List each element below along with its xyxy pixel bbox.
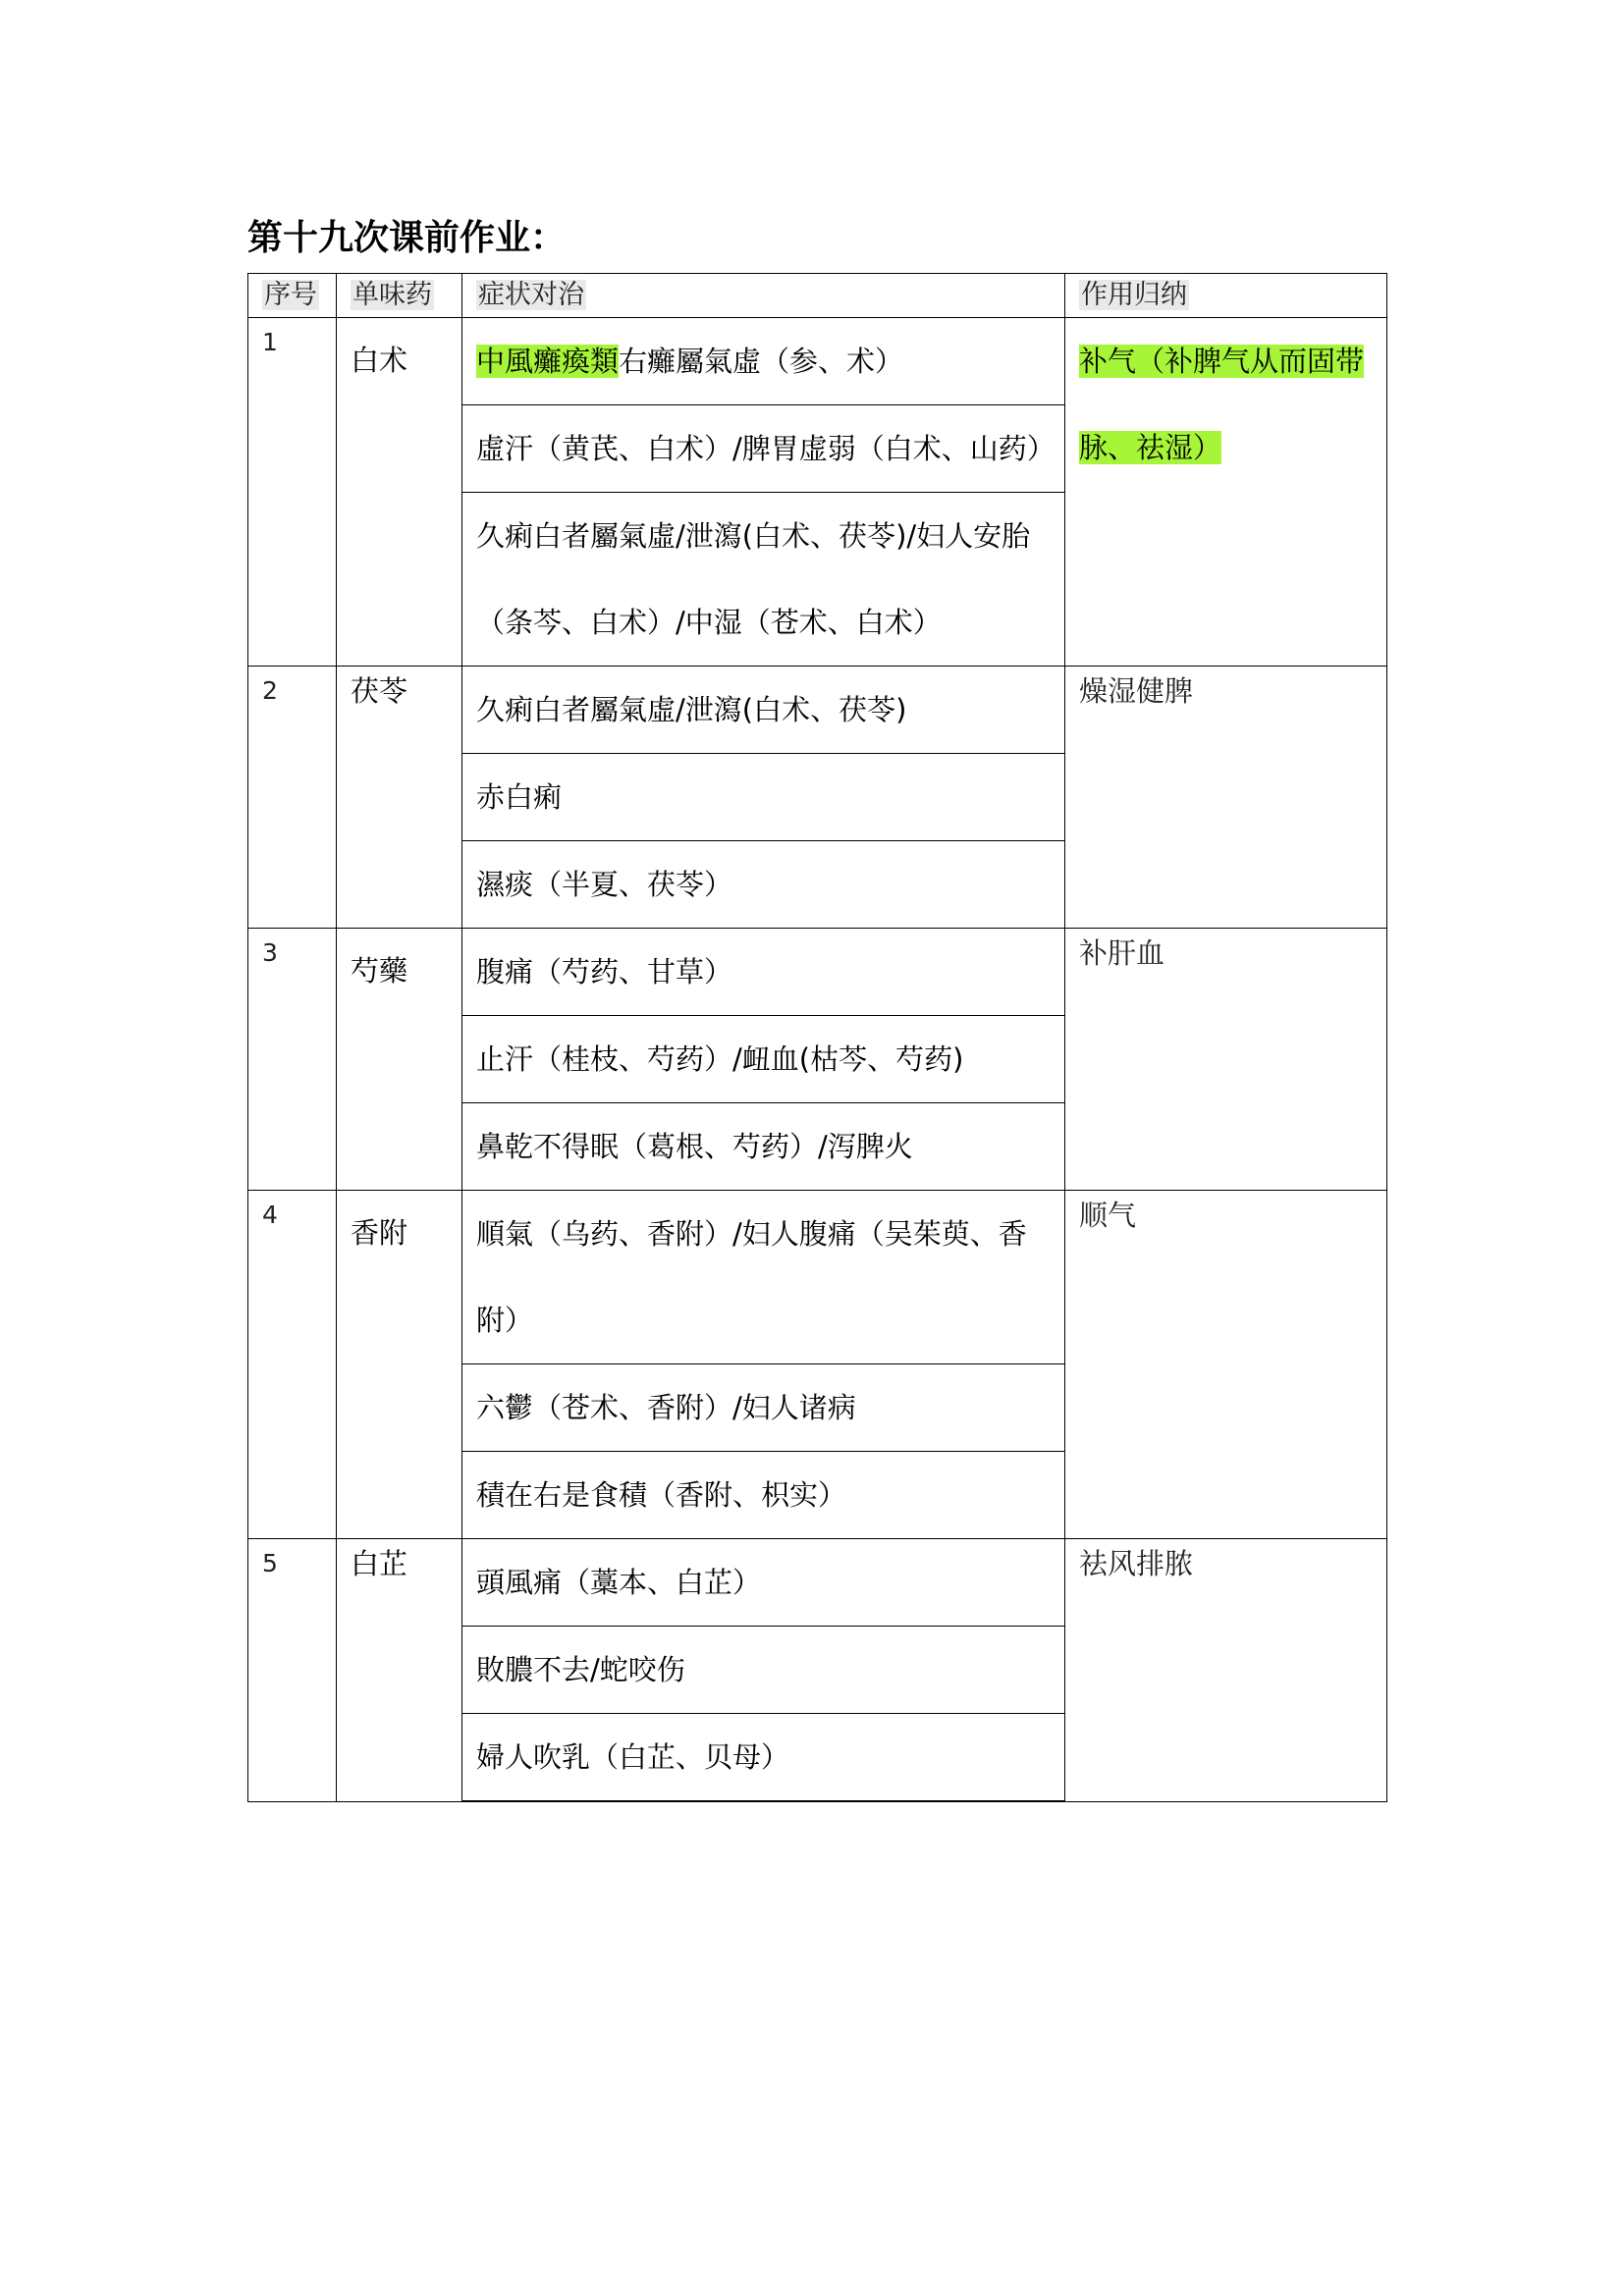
symptom-cell: 婦人吹乳（白芷、贝母） [462,1714,1065,1802]
drug-name: 茯苓 [337,667,462,929]
table-row [248,667,1387,754]
symptom-cell: 鼻乾不得眠（葛根、芍药）/泻脾火 [462,1103,1065,1191]
table-row [248,1191,1387,1364]
table-header-row [248,274,1387,318]
drug-name: 香附 [337,1191,462,1539]
symptom-cell: 虛汗（黄芪、白术）/脾胃虚弱（白术、山药） [462,405,1065,493]
drug-name: 芍藥 [337,929,462,1191]
symptom-highlight: 中風癱瘓類 [476,345,620,378]
symptom-cell: 久痢白者屬氣虛/泄瀉(白术、茯苓) [462,667,1065,754]
symptom-text: 右癱屬氣虛（参、术） [619,345,904,378]
drug-name: 白芷 [337,1539,462,1802]
row-number: 2 [248,667,337,929]
function-summary: 燥湿健脾 [1065,667,1387,929]
symptom-cell: 順氣（乌药、香附）/妇人腹痛（吴茱萸、香附） [462,1191,1065,1364]
row-number: 4 [248,1191,337,1539]
function-summary [1065,318,1387,667]
symptom-cell: 久痢白者屬氣虛/泄瀉(白术、茯苓)/妇人安胎（条芩、白术）/中湿（苍术、白术） [462,493,1065,667]
drug-name: 白术 [337,318,462,667]
table-row [248,1539,1387,1627]
page-title: 第十九次课前作业： [247,218,567,258]
function-summary: 顺气 [1065,1191,1387,1539]
function-highlight: 补气（补脾气从而固带脉、祛湿） [1079,345,1365,464]
homework-table [247,273,1387,1802]
symptom-cell: 積在右是食積（香附、枳实） [462,1452,1065,1539]
symptom-cell: 六鬱（苍术、香附）/妇人诸病 [462,1364,1065,1452]
symptom-cell: 濕痰（半夏、茯苓） [462,841,1065,929]
symptom-cell: 腹痛（芍药、甘草） [462,929,1065,1016]
row-number: 5 [248,1539,337,1802]
header-function: 作用归纳 [1065,274,1387,318]
table-row [248,929,1387,1016]
symptom-cell: 敗膿不去/蛇咬伤 [462,1627,1065,1714]
row-number: 1 [248,318,337,667]
header-drug: 单味药 [337,274,462,318]
function-summary: 祛风排脓 [1065,1539,1387,1802]
row-number: 3 [248,929,337,1191]
symptom-cell [462,318,1065,405]
header-symptoms: 症状对治 [462,274,1065,318]
header-num: 序号 [248,274,337,318]
symptom-cell: 止汗（桂枝、芍药）/衄血(枯芩、芍药) [462,1016,1065,1103]
function-summary: 补肝血 [1065,929,1387,1191]
symptom-cell: 頭風痛（藁本、白芷） [462,1539,1065,1627]
symptom-cell: 赤白痢 [462,754,1065,841]
table-row [248,318,1387,405]
